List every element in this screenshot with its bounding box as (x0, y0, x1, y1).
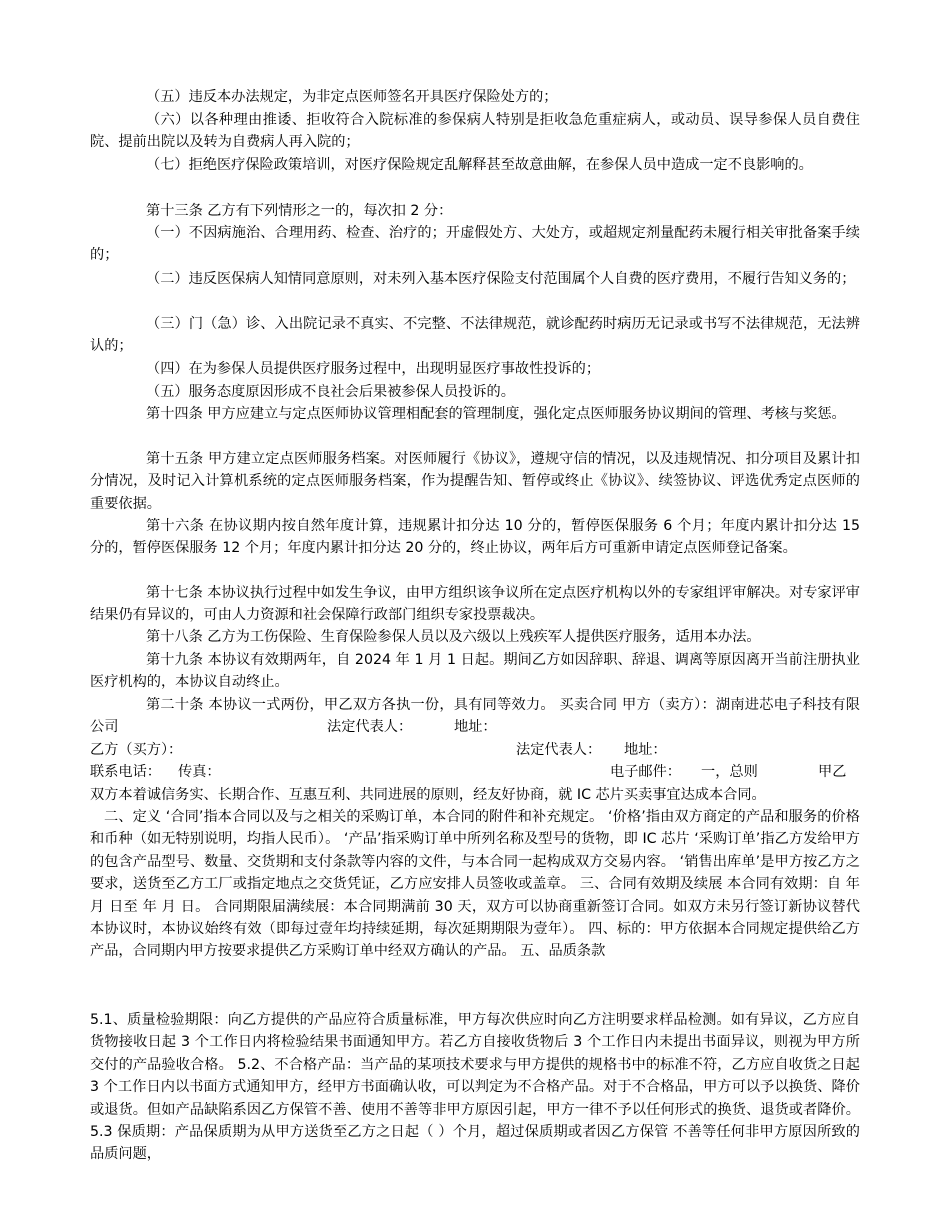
general-provisions-heading: 一，总则 (701, 764, 758, 780)
article-19: 第十九条 本协议有效期两年，自 2024 年 1 月 1 日起。期间乙方如因辞职、辞退、调离等原因离开当前注册执业医疗机构的，本协议自动终止。 (90, 652, 860, 691)
email-label: 电子邮件： (610, 764, 681, 780)
parties-label: 甲乙 (818, 764, 847, 780)
article-18: 第十八条 乙方为工伤保险、生育保险参保人员以及六级以上残疾军人提供医疗服务，适用本办法。 (146, 629, 761, 645)
address-label-buyer: 地址： (624, 742, 667, 758)
fax-label: 传真： (178, 764, 221, 780)
article-13-item-2: （二）违反医保病人知情同意原则，对未列入基本医疗保险支付范围属个人自费的医疗费用，不履行告知义务的； (146, 271, 856, 287)
paragraph-item-6: （六）以各种理由推诿、拒收符合入院标准的参保病人特别是拒收急危重症病人，或动员、误导参保人员自费住院、提前出院以及转为自费病人再入院的； (90, 112, 860, 151)
article-14: 第十四条 甲方应建立与定点医师协议管理相配套的管理制度，强化定点医师服务协议期间的管理、考核与奖惩。 (146, 406, 846, 422)
article-20: 第二十条 本协议一式两份，甲乙双方各执一份，具有同等效力。 买卖合同 甲方（卖方）：湖南进芯电子科技有限公司 (90, 697, 860, 736)
article-13-item-1: （一）不因病施治、合理用药、检查、治疗的；开虚假处方、大处方，或超规定剂量配药未履行相关审批备案手续的； (90, 225, 860, 264)
quality-clauses: 5.1、质量检验期限：向乙方提供的产品应符合质量标准，甲方每次供应时向乙方注明要求样品检测。如有异议，乙方应自货物接收日起 3 个工作日内将检验结果书面通知甲方。若乙方自接收货物后 3 个工作日内未提出书面异议，则视为甲方所交付的产品验收合格。 5.2、不合格产品：当产品的某项技术要求与甲方提供的规格书中的标准不符，乙方应自收货之日起 3 个工作日内以书面方式通知甲方，经甲方书面确认收，可以判定为不合格产品。对于不合格品，甲方可以予以换货、降价或退货。但如产品缺陷系因乙方保管不善、使用不善等非甲方原因引起，甲方一律不予以任何形式的换货、退货或者降价。 5.3 保质期：产品保质期为从甲方送货至乙方之日起（ ）个月，超过保质期或者因乙方保管 不善等任何非甲方原因所致的品质问题， (90, 1012, 860, 1163)
article-13-item-4: （四）在为参保人员提供医疗服务过程中，出现明显医疗事故性投诉的； (146, 361, 601, 377)
phone-label: 联系电话： (90, 764, 161, 780)
article-13-item-5: （五）服务态度原因形成不良社会后果被参保人员投诉的。 (146, 384, 515, 400)
article-13-item-3: （三）门（急）诊、入出院记录不真实、不完整、不法律规范，就诊配药时病历无记录或书写不法律规范，无法辨认的； (90, 316, 860, 355)
legal-rep-label-seller: 法定代表人： (327, 719, 413, 735)
paragraph-item-7: （七）拒绝医疗保险政策培训，对医疗保险规定乱解释甚至故意曲解，在参保人员中造成一定不良影响的。 (146, 157, 813, 173)
address-label-seller: 地址： (454, 719, 497, 735)
article-17: 第十七条 本协议执行过程中如发生争议，由甲方组织该争议所在定点医疗机构以外的专家组评审解决。对专家评审结果仍有异议的，可由人力资源和社会保障行政部门组织专家投票裁决。 (90, 585, 860, 624)
contract-definitions-and-terms: 二、定义 ‘合同’指本合同以及与之相关的采购订单，本合同的附件和补充规定。 ‘价格’指由双方商定的产品和服务的价格和币种（如无特别说明，均指人民币）。 ‘产品’指采购订单中所列名称及型号的货物，即 IC 芯片 ‘采购订单’指乙方发给甲方的包含产品型号、数量、交货期和支付条款等内容的文件，与本合同一起构成双方交易内容。 ‘销售出库单’是甲方按乙方之要求，送货至乙方工厂或指定地点之交货凭证，乙方应安排人员签收或盖章。 三、合同有效期及续展 本合同有效期：自 年 月 日至 年 月 日。 合同期限届满续展：本合同期满前 30 天，双方可以协商重新签订合同。如双方未另行签订新协议替代本协议时，本协议始终有效（即每过壹年均持续延期，每次延期期限为壹年）。 四、标的：甲方依据本合同规定提供给乙方产品，合同期内甲方按要求提供乙方采购订单中经双方确认的产品。 五、品质条款 (90, 809, 860, 960)
article-16: 第十六条 在协议期内按自然年度计算，违规累计扣分达 10 分的，暂停医保服务 6 个月；年度内累计扣分达 15 分的，暂停医保服务 12 个月；年度内累计扣分达 20 分的，终止协议，两年后方可重新申请定点医师登记备案。 (90, 518, 860, 557)
contract-preamble: 双方本着诚信务实、长期合作、互惠互利、共同进展的原则，经友好协商，就 IC 芯片买卖事宜达成本合同。 (90, 787, 766, 803)
paragraph-item-5: （五）违反本办法规定，为非定点医师签名开具医疗保险处方的； (146, 89, 558, 105)
legal-rep-label-buyer: 法定代表人： (516, 742, 602, 758)
buyer-label: 乙方（买方）： (90, 742, 183, 758)
article-13-heading: 第十三条 乙方有下列情形之一的，每次扣 2 分： (146, 203, 453, 219)
article-15: 第十五条 甲方建立定点医师服务档案。对医师履行《协议》，遵规守信的情况，以及违规情况、扣分项目及累计扣分情况，及时记入计算机系统的定点医师服务档案，作为提醒告知、暂停或终止《协议》、续签协议、评选优秀定点医师的重要依据。 (90, 451, 860, 512)
